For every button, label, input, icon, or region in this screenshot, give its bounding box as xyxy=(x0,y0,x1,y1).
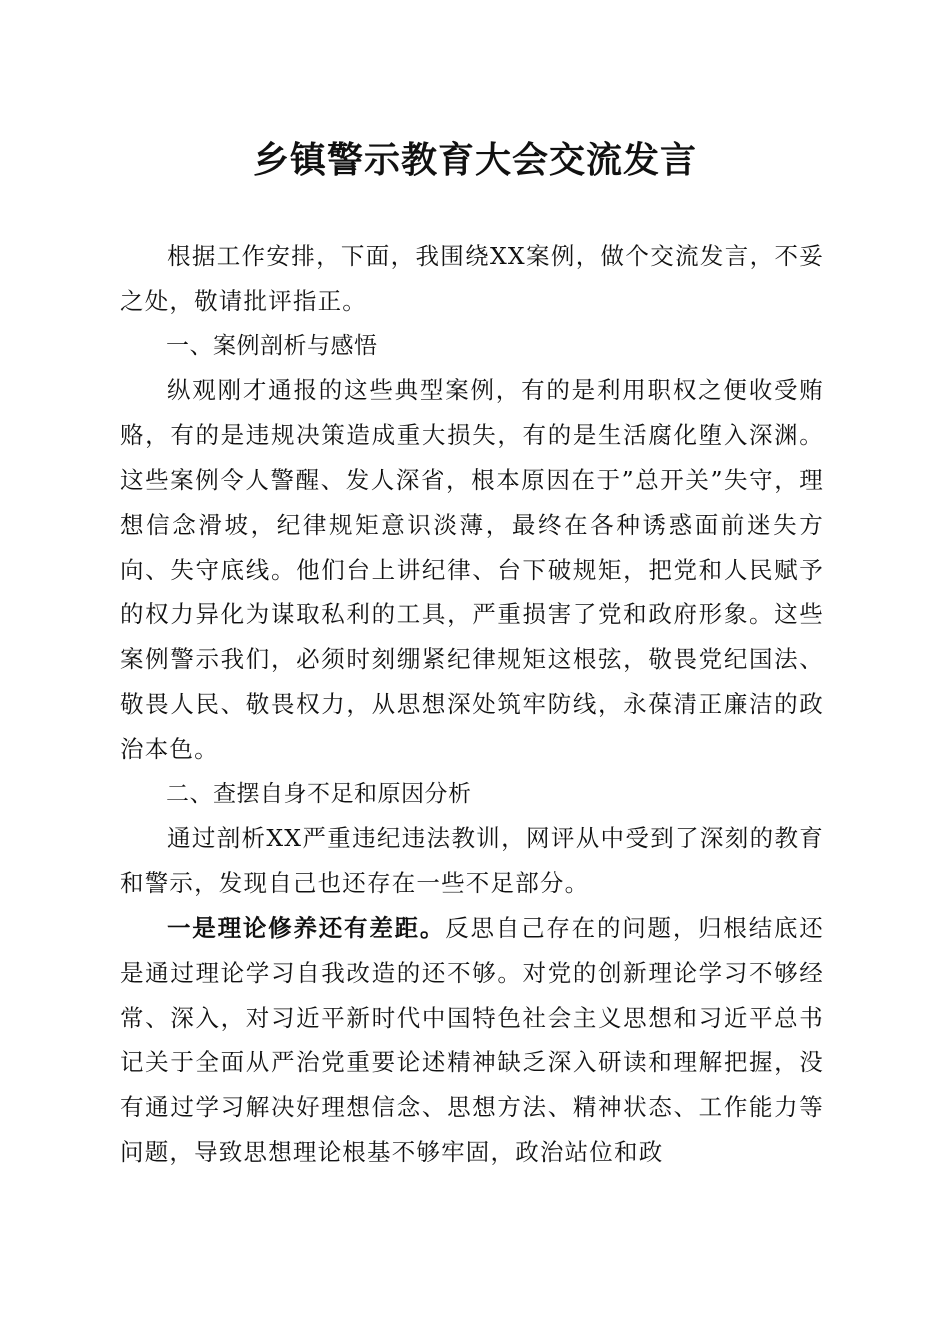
point-1-lead: 一是理论修养还有差距。 xyxy=(167,913,446,942)
document-body xyxy=(120,234,824,1175)
section-1-paragraph: 纵观刚才通报的这些典型案例，有的是利用职权之便收受贿赂，有的是违规决策造成重大损失，有的是生活腐化堕入深渊。这些案例令人警醒、发人深省，根本原因在于”总开关”失守，理想信念滑坡，纪律规矩意识淡薄，最终在各种诱惑面前迷失方向、失守底线。他们台上讲纪律、台下破规矩，把党和人民赋予的权力异化为谋取私利的工具，严重损害了党和政府形象。这些案例警示我们，必须时刻绷紧纪律规矩这根弦，敬畏党纪国法、敬畏人民、敬畏权力，从思想深处筑牢防线，永葆清正廉洁的政治本色。 xyxy=(120,376,824,763)
section-2-intro-paragraph: 通过剖析XX严重违纪违法教训，网评从中受到了深刻的教育和警示，发现自己也还存在一些不足部分。 xyxy=(120,824,824,898)
section-2-point-1-paragraph xyxy=(120,906,824,1175)
document-title: 乡镇警示教育大会交流发言 xyxy=(252,139,697,181)
intro-paragraph: 根据工作安排，下面，我围绕XX案例，做个交流发言，不妥之处，敬请批评指正。 xyxy=(120,242,824,315)
section-heading-1: 一、案例剖析与感悟 xyxy=(166,332,378,359)
section-heading-2: 二、查摆自身不足和原因分析 xyxy=(166,780,472,807)
point-1-body: 反思自己存在的问题，归根结底还是通过理论学习自我改造的还不够。对党的创新理论学习不够经常、深入，对习近平新时代中国特色社会主义思想和习近平总书记关于全面从严治党重要论述精神缺乏深入研读和理解把握，没有通过学习解决好理想信念、思想方法、精神状态、工作能力等问题，导致思想理论根基不够牢固，政治站位和政 xyxy=(120,913,825,1166)
